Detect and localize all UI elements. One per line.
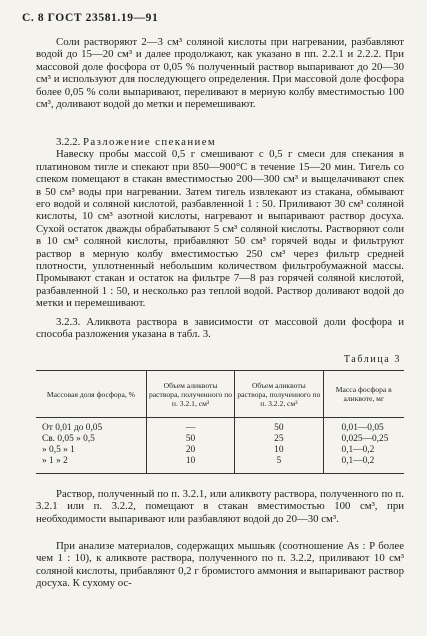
table-caption: Таблица 3 [343,354,401,365]
cell-aliquot-321: 50 [146,434,234,445]
cell-mass: 0,01—0,05 [323,418,404,435]
cell-mass: 0,025—0,25 [323,434,404,445]
cell-aliquot-322: 5 [235,456,323,474]
header-phosphorus-mass: Масса фосфора в аликвоте, мг [323,371,404,418]
cell-fraction: » 0,5 » 1 [42,445,75,455]
cell-aliquot-322: 25 [235,434,323,445]
section-number: 3.2.2. [56,136,81,148]
cell-aliquot-322: 10 [235,445,323,456]
table-3 [36,370,404,474]
header-aliquot-322: Объем аликвоты раствора, полученного по п. 3.2.2, см³ [235,371,323,418]
table-row [36,445,404,456]
paragraph-salts-dissolution: Соли растворяют 2—3 см³ соляной кислоты при нагревании, разбавляют водой до 15—20 см³ и далее продолжают, как указано в пп. 2.2.1 и 2.2.2. При массовой доле фосфора от 0,05 % полученный раствор выпаривают до 20—30 см³ и используют для последующего определения. При массовой доле фосфора более 0,05 % соли выпаривают, переливают в мерную колбу вместимостью 100 см³, доливают водой до метки и перемешивают. [36,36,404,111]
paragraph-block-1 [36,36,404,110]
cell-mass: 0,1—0,2 [323,445,404,456]
paragraph-sintering: Навеску пробы массой 0,5 г смешивают с 0,5 г смеси для спекания в платиновом тигле и спекают при 850—900°С в течение 15—20 мин. Тигель со спеком помещают в стакан вместимостью 200—300 см³ и выщелачивают спек в 50 см³ воды при нагревании. Затем тигель извлекают из стакана, обмывают его водой и соляной кислотой, разбавленной 1 : 50. Приливают 30 см³ соляной кислоты, 10 см³ азотной кислоты, нагревают и выпаривают раствор досуха. Сухой остаток дважды обрабатывают 5 см³ соляной кислоты. Растворяют соли в 10 см³ соляной кислоты, прибавляют 50 см³ горячей воды и фильтруют раствор в мерную колбу вместимостью 250 см³ через фильтр средней плотности, уплотненный небольшим количеством фильтробумажной массы. Промывают стакан и остаток на фильтре 7—8 раз горячей соляной кислотой, разбавленной 1 : 50, и несколько раз теплой водой. Раствор доливают водой до метки и перемешивают. [36,148,404,310]
cell-mass: 0,1—0,2 [323,456,404,474]
paragraph-aliquot: 3.2.3. Аликвота раствора в зависимости от массовой доли фосфора и способа разложения указана в табл. 3. [36,316,404,341]
cell-aliquot-322: 50 [235,418,323,435]
section-title: Разложение спеканием [83,136,217,148]
header-phosphorus-fraction: Массовая доля фосфора, % [36,371,146,418]
table-header-row [36,371,404,418]
page-header: С. 8 ГОСТ 23581.19—91 [22,12,159,24]
cell-aliquot-321: 10 [146,456,234,474]
table-row [36,434,404,445]
table-row [36,418,404,435]
paragraph-arsenic: При анализе материалов, содержащих мышьяк (соотношение As : P более чем 1 : 10), к аликвоте раствора, полученного по п. 3.2.2, приливают 10 см³ соляной кислоты, прибавляют 0,2 г бромистого аммония и выпаривают раствор досуха. К сухому ос- [36,540,404,590]
section-3-2-2 [36,136,404,310]
cell-aliquot-321: — [146,418,234,435]
paragraph-block-arsenic [36,540,404,590]
section-heading [36,136,404,148]
cell-fraction: » 1 » 2 [36,456,146,474]
paragraph-block-aliquot [36,316,404,341]
table-row [36,456,404,474]
paragraph-solution-prep: Раствор, полученный по п. 3.2.1, или аликвоту раствора, полученного по п. 3.2.1 или п. 3.2.2, помещают в стакан вместимостью 100 см³, при необходимости выпаривают или разбавляют водой до 20—30 см³. [36,488,404,525]
header-aliquot-321: Объем аликвоты раствора, полученного по п. 3.2.1, см³ [146,371,234,418]
paragraph-block-solution [36,488,404,525]
cell-aliquot-321: 20 [146,445,234,456]
cell-fraction: Св. 0,05 » 0,5 [42,434,95,444]
cell-fraction: От 0,01 до 0,05 [42,423,103,433]
